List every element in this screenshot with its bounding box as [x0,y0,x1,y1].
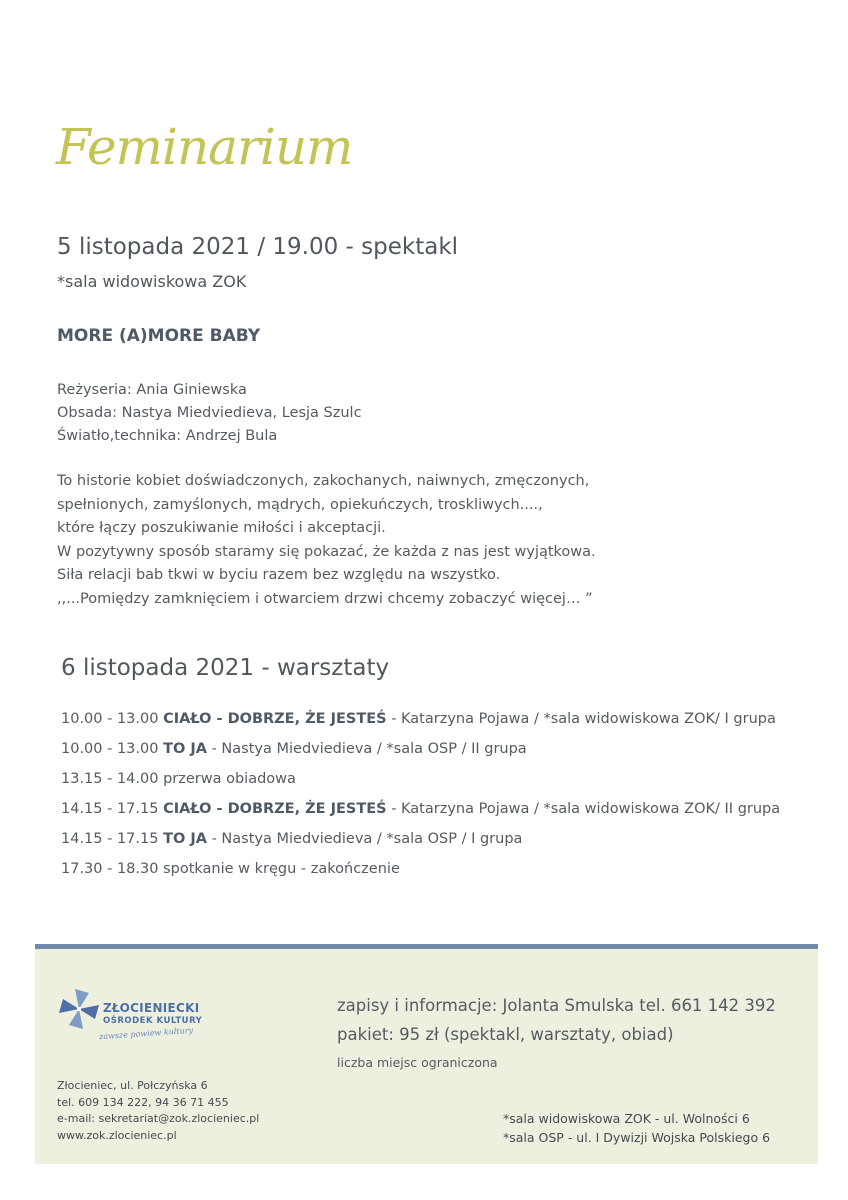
schedule-time: 13.15 - 14.00 [61,771,164,787]
day2-heading: 6 listopada 2021 - warsztaty [61,655,390,681]
description-line: W pozytywny sposób staramy się pokazać, że każda z nas jest wyjątkowa. [57,543,596,560]
schedule-details: spotkanie w kręgu - zakończenie [163,861,400,877]
venue-address: *sala OSP - ul. I Dywizji Wojska Polskiego 6 [503,1130,771,1145]
schedule-row [61,767,780,797]
description-line: To historie kobiet doświadczonych, zakochanych, naiwnych, zmęczonych, [57,473,590,489]
schedule-time: 14.15 - 17.15 [61,831,164,847]
credit-lighting: Światło,technika: Andrzej Bula [57,428,278,444]
logo-name: ZŁOCIENIECKI [103,1001,200,1015]
schedule-details: - Nastya Miedviedieva / *sala OSP / I grupa [206,831,523,847]
venue-addresses [503,1109,770,1147]
schedule-time: 17.30 - 18.30 [61,861,164,877]
registration-info [337,991,776,1075]
description-line: spełnionych, zamyślonych, mądrych, opiekuńczych, troskliwych...., [57,496,543,513]
limited-seats-note: liczba miejsc ograniczona [337,1055,498,1070]
contact-block [57,1078,259,1144]
package-price: pakiet: 95 zł (spektakl, warsztaty, obiad) [337,1025,674,1044]
show-title: MORE (A)MORE BABY [57,326,261,346]
registration-contact: zapisy i informacje: Jolanta Smulska tel. 661 142 392 [337,996,776,1015]
schedule-row [61,737,780,767]
schedule-row [61,857,780,887]
schedule-details: przerwa obiadowa [163,771,296,787]
description-line: ,,...Pomiędzy zamknięciem i otwarciem drzwi chcemy zobaczyć więcej… ” [57,590,593,607]
contact-address: Złocieniec, ul. Połczyńska 6 [57,1079,208,1092]
credit-director: Reżyseria: Ania Giniewska [57,382,247,398]
logo-subtitle: OŚRODEK KULTURY [103,1016,203,1026]
show-description [57,470,596,611]
schedule-row [61,707,780,737]
contact-phone: tel. 609 134 222, 94 36 71 455 [57,1095,229,1109]
contact-website: www.zok.zlocieniec.pl [57,1128,177,1142]
schedule-row [61,797,780,827]
schedule-workshop-title: TO JA [163,831,207,847]
description-line: które łączy poszukiwanie miłości i akceptacji. [57,520,386,536]
schedule-workshop-title: CIAŁO - DOBRZE, ŻE JESTEŚ [163,801,387,817]
day1-heading: 5 listopada 2021 / 19.00 - spektakl [57,234,459,260]
credits [57,379,362,448]
schedule-details: - Katarzyna Pojawa / *sala widowiskowa ZOK/ II grupa [386,801,781,817]
page-title: Feminarium [56,118,353,176]
credit-cast: Obsada: Nastya Miedviedieva, Lesja Szulc [57,405,362,421]
schedule-time: 14.15 - 17.15 [61,801,164,817]
workshop-schedule [61,707,780,887]
schedule-row [61,827,780,857]
schedule-details: - Nastya Miedviedieva / *sala OSP / II grupa [206,741,527,757]
schedule-details: - Katarzyna Pojawa / *sala widowiskowa ZOK/ I grupa [386,711,776,727]
contact-email: e-mail: sekretariat@zok.zlocieniec.pl [57,1112,260,1125]
schedule-time: 10.00 - 13.00 [61,741,164,757]
schedule-workshop-title: CIAŁO - DOBRZE, ŻE JESTEŚ [163,711,387,727]
logo-tagline: zawsze powiew kultury [98,1025,194,1042]
day1-venue: *sala widowiskowa ZOK [57,272,247,291]
venue-address: *sala widowiskowa ZOK - ul. Wolności 6 [503,1111,750,1126]
description-line: Siła relacji bab tkwi w byciu razem bez względu na wszystko. [57,567,501,583]
schedule-workshop-title: TO JA [163,741,207,757]
schedule-time: 10.00 - 13.00 [61,711,164,727]
footer [35,949,818,1164]
